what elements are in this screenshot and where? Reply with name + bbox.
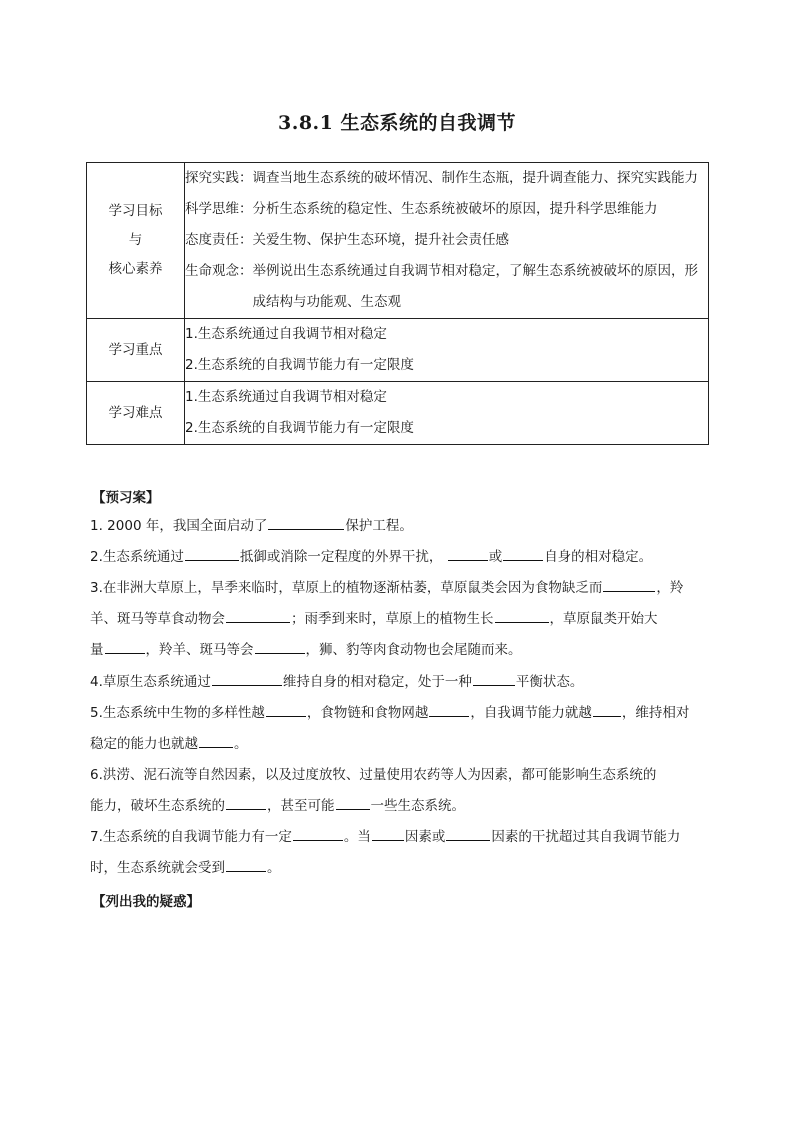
goal-item — [185, 225, 708, 256]
question-text: 羊、斑马等草食动物会 — [90, 611, 225, 627]
answer-blank[interactable] — [185, 546, 239, 561]
question-text: 1. 2000 年，我国全面启动了 — [90, 518, 268, 534]
question-text: 量 — [90, 642, 104, 658]
goal-label: 生命观念： — [185, 263, 253, 279]
table-row — [87, 319, 709, 382]
answer-blank[interactable] — [226, 857, 266, 872]
question-text: 7.生态系统的自我调节能力有一定 — [90, 829, 292, 845]
goal-item — [185, 194, 708, 225]
question-4 — [90, 667, 714, 698]
question-text: ，草原鼠类开始大 — [549, 611, 658, 627]
answer-blank[interactable] — [268, 515, 344, 530]
question-2 — [90, 542, 714, 573]
question-text: ，狮、豹等肉食动物也会尾随而来。 — [305, 642, 522, 658]
question-text: 6.洪涝、泥石流等自然因素，以及过度放牧、过量使用农药等人为因素，都可能影响生态系统的 — [90, 767, 657, 783]
goals-content-cell — [185, 163, 709, 319]
answer-blank[interactable] — [105, 639, 145, 654]
answer-blank[interactable] — [603, 577, 655, 592]
answer-blank[interactable] — [446, 826, 490, 841]
difficulty-cell — [185, 382, 709, 445]
question-text: 或 — [488, 549, 503, 565]
question-5 — [90, 698, 714, 760]
goal-label: 态度责任： — [185, 232, 253, 248]
key-point-item: 2.生态系统的自我调节能力有一定限度 — [185, 357, 414, 373]
key-points-header: 学习重点 — [87, 319, 185, 382]
answer-blank[interactable] — [255, 639, 305, 654]
goal-item — [185, 163, 708, 194]
goal-text: 调查当地生态系统的破坏情况、制作生态瓶，提升调查能力、探究实践能力 — [252, 170, 698, 186]
difficulty-header: 学习难点 — [87, 382, 185, 445]
preview-heading: 【预习案】 — [92, 490, 160, 506]
goal-label: 科学思维： — [185, 201, 253, 217]
goal-label: 探究实践： — [185, 170, 253, 186]
goal-text: 关爱生物、保护生态环境，提升社会责任感 — [252, 232, 509, 248]
question-text: 保护工程。 — [345, 518, 413, 534]
question-text: 时，生态系统就会受到 — [90, 860, 225, 876]
question-text: 平衡状态。 — [515, 674, 584, 690]
question-text: ，羚羊、斑马等会 — [145, 642, 254, 658]
answer-blank[interactable] — [212, 671, 282, 686]
question-text: ，维持相对 — [621, 705, 690, 721]
goal-item — [185, 256, 708, 318]
question-6 — [90, 760, 714, 822]
question-7 — [90, 822, 714, 884]
answer-blank[interactable] — [495, 608, 549, 623]
goals-header-line: 学习目标 — [108, 203, 163, 219]
answer-blank[interactable] — [503, 546, 543, 561]
question-text: 2.生态系统通过 — [90, 549, 184, 565]
goal-text: 举例说出生态系统通过自我调节相对稳定，了解生态系统被破坏的原因，形成结构与功能观、生态观 — [252, 263, 698, 310]
goals-header-cell — [87, 163, 185, 319]
question-text: 一些生态系统。 — [370, 798, 465, 814]
question-text: 。 — [234, 736, 248, 752]
answer-blank[interactable] — [226, 795, 266, 810]
question-text: 5.生态系统中生物的多样性越 — [90, 705, 265, 721]
goals-header-line: 核心素养 — [108, 261, 163, 277]
answer-blank[interactable] — [473, 671, 515, 686]
question-text: 能力，破坏生态系统的 — [90, 798, 225, 814]
answer-blank[interactable] — [448, 546, 488, 561]
question-text: 。 — [267, 860, 281, 876]
question-text: 自身的相对稳定。 — [544, 549, 653, 565]
key-points-cell — [185, 319, 709, 382]
question-text: ，自我调节能力就越 — [470, 705, 592, 721]
answer-blank[interactable] — [593, 702, 621, 717]
difficulty-item: 1.生态系统通过自我调节相对稳定 — [185, 389, 387, 405]
key-point-item: 1.生态系统通过自我调节相对稳定 — [185, 326, 387, 342]
difficulty-item: 2.生态系统的自我调节能力有一定限度 — [185, 420, 414, 436]
question-text: ，羚 — [656, 580, 684, 596]
answer-blank[interactable] — [266, 702, 306, 717]
answer-blank[interactable] — [372, 826, 404, 841]
table-row — [87, 382, 709, 445]
page-title: 3.8.1 生态系统的自我调节 — [277, 112, 516, 134]
question-text: 因素或 — [404, 829, 446, 845]
answer-blank[interactable] — [293, 826, 343, 841]
answer-blank[interactable] — [226, 608, 290, 623]
question-text: 稳定的能力也就越 — [90, 736, 198, 752]
question-text: 维持自身的相对稳定，处于一种 — [282, 674, 472, 690]
question-text: ；雨季到来时，草原上的植物生长 — [291, 611, 494, 627]
question-text: 4.草原生态系统通过 — [90, 674, 211, 690]
question-text: 。当 — [343, 829, 371, 845]
answer-blank[interactable] — [336, 795, 370, 810]
doubts-heading: 【列出我的疑惑】 — [92, 894, 200, 910]
question-1 — [90, 511, 714, 542]
question-text: 3.在非洲大草原上，旱季来临时，草原上的植物逐渐枯萎，草原鼠类会因为食物缺乏而 — [90, 580, 603, 596]
question-3 — [90, 573, 714, 666]
question-text: 抵御或消除一定程度的外界干扰， — [239, 549, 443, 565]
answer-blank[interactable] — [429, 702, 469, 717]
objectives-table — [86, 162, 709, 445]
answer-blank[interactable] — [199, 733, 233, 748]
goal-text: 分析生态系统的稳定性、生态系统被破坏的原因，提升科学思维能力 — [252, 201, 658, 217]
question-text: 因素的干扰超过其自我调节能力 — [491, 829, 681, 845]
question-text: ，甚至可能 — [267, 798, 335, 814]
goals-header-line: 与 — [128, 232, 143, 248]
table-row — [87, 163, 709, 319]
question-text: ，食物链和食物网越 — [306, 705, 429, 721]
